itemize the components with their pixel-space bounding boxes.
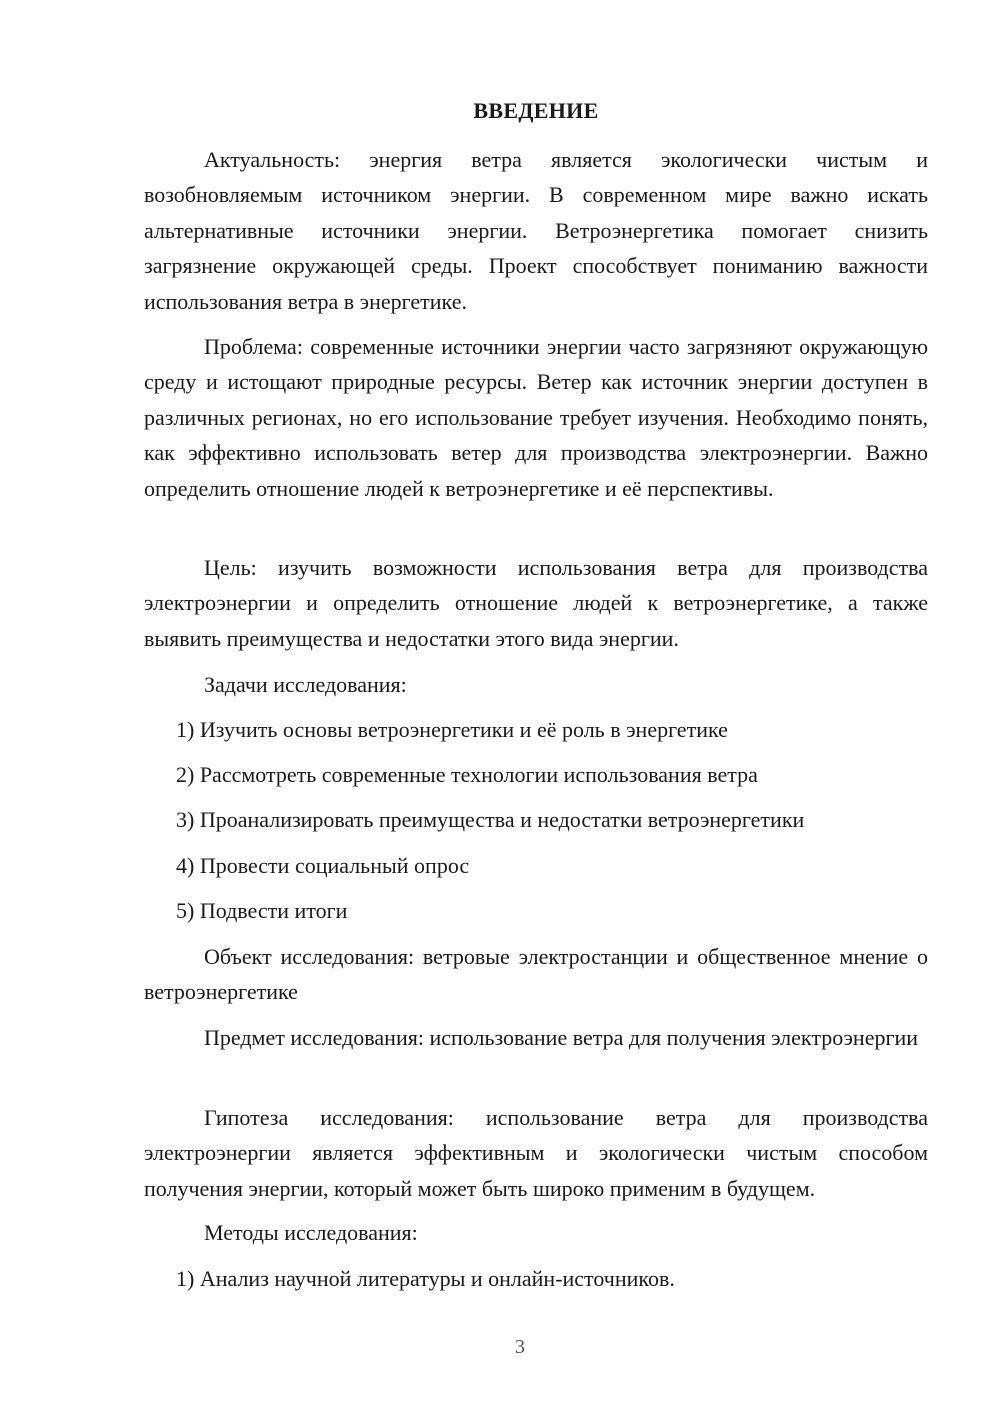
tasks-heading: Задачи исследования: bbox=[204, 672, 407, 697]
goal-paragraph: Цель: изучить возможности использования ветра для производства электроэнергии и определить отношение людей к ветроэнергетике, а также выявить преимущества и недостатки этого вида энергии. bbox=[144, 555, 928, 651]
task-item-2: 2) Рассмотреть современные технологии использования ветра bbox=[176, 762, 758, 787]
page-number: 3 bbox=[515, 1336, 525, 1358]
task-item-4: 4) Провести социальный опрос bbox=[176, 853, 470, 878]
hypothesis-paragraph: Гипотеза исследования: использование ветра для производства электроэнергии является эффективным и экологически чистым способом получения энергии, который может быть широко применим в будущем. bbox=[144, 1105, 928, 1201]
task-item-5: 5) Подвести итоги bbox=[176, 898, 348, 923]
subject-paragraph: Предмет исследования: использование ветра для получения электроэнергии bbox=[204, 1025, 919, 1050]
section-title: ВВЕДЕНИЕ bbox=[473, 98, 599, 123]
method-item-1: 1) Анализ научной литературы и онлайн-источников. bbox=[176, 1266, 675, 1291]
task-item-1: 1) Изучить основы ветроэнергетики и её роль в энергетике bbox=[176, 717, 728, 742]
relevance-paragraph: Актуальность: энергия ветра является экологически чистым и возобновляемым источником энергии. В современном мире важно искать альтернативные источники энергии. Ветроэнергетика помогает снизить загрязнение окружающей среды. Проект способствует пониманию важности использования ветра в энергетике. bbox=[144, 147, 928, 314]
methods-heading: Методы исследования: bbox=[204, 1220, 418, 1245]
task-item-3: 3) Проанализировать преимущества и недостатки ветроэнергетики bbox=[176, 807, 805, 832]
object-paragraph: Объект исследования: ветровые электростанции и общественное мнение о ветроэнергетике bbox=[144, 944, 928, 1005]
problem-paragraph: Проблема: современные источники энергии часто загрязняют окружающую среду и истощают природные ресурсы. Ветер как источник энергии доступен в различных регионах, но его использование требует изучения. Необходимо понять, как эффективно использовать ветер для производства электроэнергии. Важно определить отношение людей к ветроэнергетике и её перспективы. bbox=[144, 334, 928, 501]
